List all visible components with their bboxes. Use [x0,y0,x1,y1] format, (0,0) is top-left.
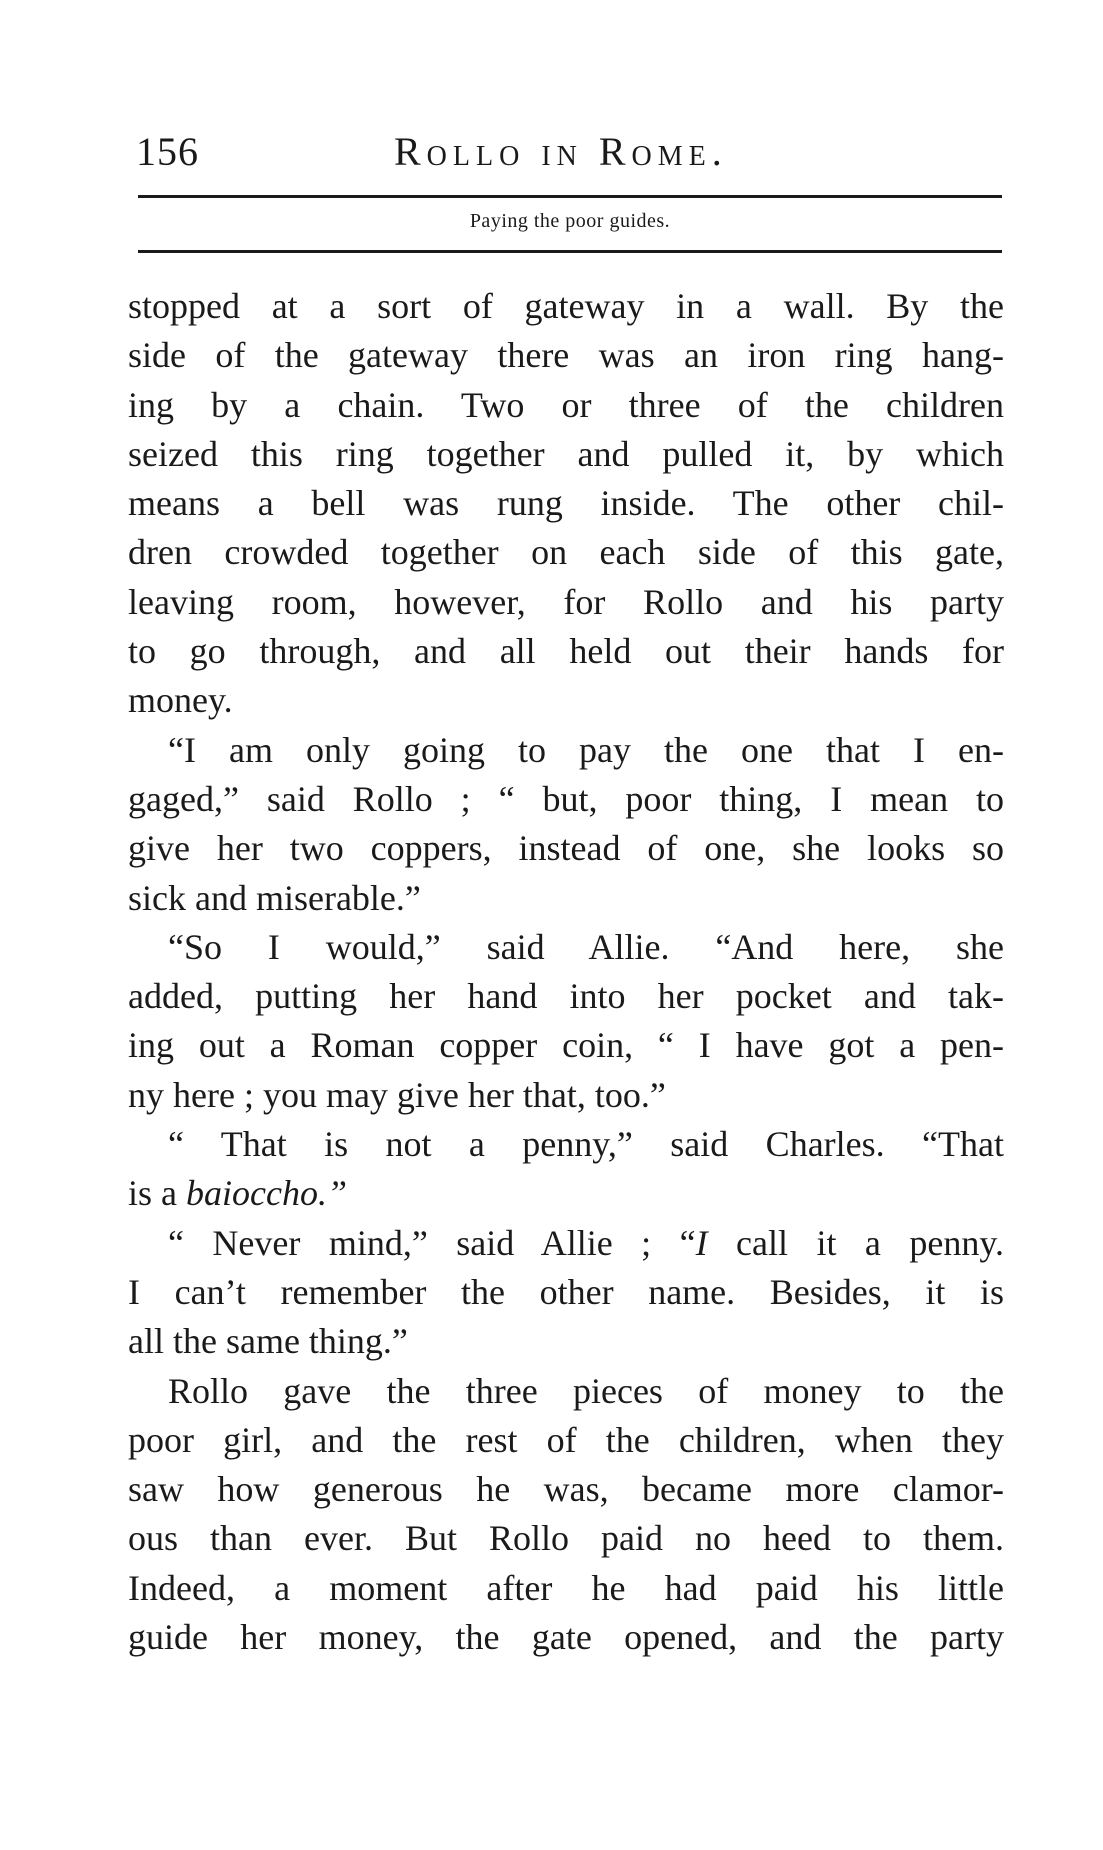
text-line: ing by a chain. Two or three of the children [128,384,1004,425]
text-line: money. [128,680,233,721]
text-line: stopped at a sort of gateway in a wall. By the [128,286,1004,326]
italic-word: I [695,1222,708,1263]
text-line: added, putting her hand into her pocket and tak- [128,976,1004,1017]
body-text [128,282,1004,1662]
header-rule-top [138,195,1002,198]
text-line: give her two coppers, instead of one, she looks so [128,828,1004,869]
text-line: to go through, and all held out their hands for [128,631,1004,672]
text-line: gaged,” said Rollo ; “ but, poor thing, I mean to [128,778,1004,819]
text-line: “ That is not a penny,” said Charles. “That [168,1124,1004,1165]
text-line: Rollo gave the three pieces of money to the [168,1370,1004,1411]
header-rule-bottom [138,250,1002,253]
text-line: sick and miserable.” [128,877,421,918]
page-number: 156 [136,129,199,174]
text-line: poor girl, and the rest of the children, when they [128,1419,1004,1460]
page-header [132,128,1002,188]
text-line: Indeed, a moment after he had paid his little [128,1567,1004,1608]
text-fragment: “ Never mind,” said Allie ; “ [168,1222,696,1263]
italic-word: baioccho.” [186,1173,347,1214]
text-line: ing out a Roman copper coin, “ I have got a pen- [128,1025,1004,1066]
text-line: ny here ; you may give her that, too.” [128,1074,666,1115]
text-line: leaving room, however, for Rollo and his party [128,581,1004,622]
text-line: saw how generous he was, became more clamor- [128,1469,1004,1510]
text-line [128,1169,1004,1218]
text-line: I can’t remember the other name. Besides, it is [128,1271,1004,1312]
text-fragment: is a [128,1173,186,1214]
text-line: side of the gateway there was an iron ring hang- [128,335,1004,376]
text-line: all the same thing.” [128,1321,408,1362]
text-line [128,1219,1004,1268]
text-line: dren crowded together on each side of this gate, [128,532,1004,573]
text-line: guide her money, the gate opened, and the party [128,1617,1004,1658]
text-line: “I am only going to pay the one that I en- [168,729,1004,770]
text-fragment: call it a penny. [707,1222,1004,1263]
text-line: seized this ring together and pulled it, by which [128,433,1004,474]
text-line: ous than ever. But Rollo paid no heed to them. [128,1518,1004,1559]
text-line: means a bell was rung inside. The other chil- [128,483,1004,524]
section-subtitle: Paying the poor guides. [469,210,671,232]
text-line: “So I would,” said Allie. “And here, she [168,926,1004,967]
running-title: Rollo in Rome. [394,129,728,174]
